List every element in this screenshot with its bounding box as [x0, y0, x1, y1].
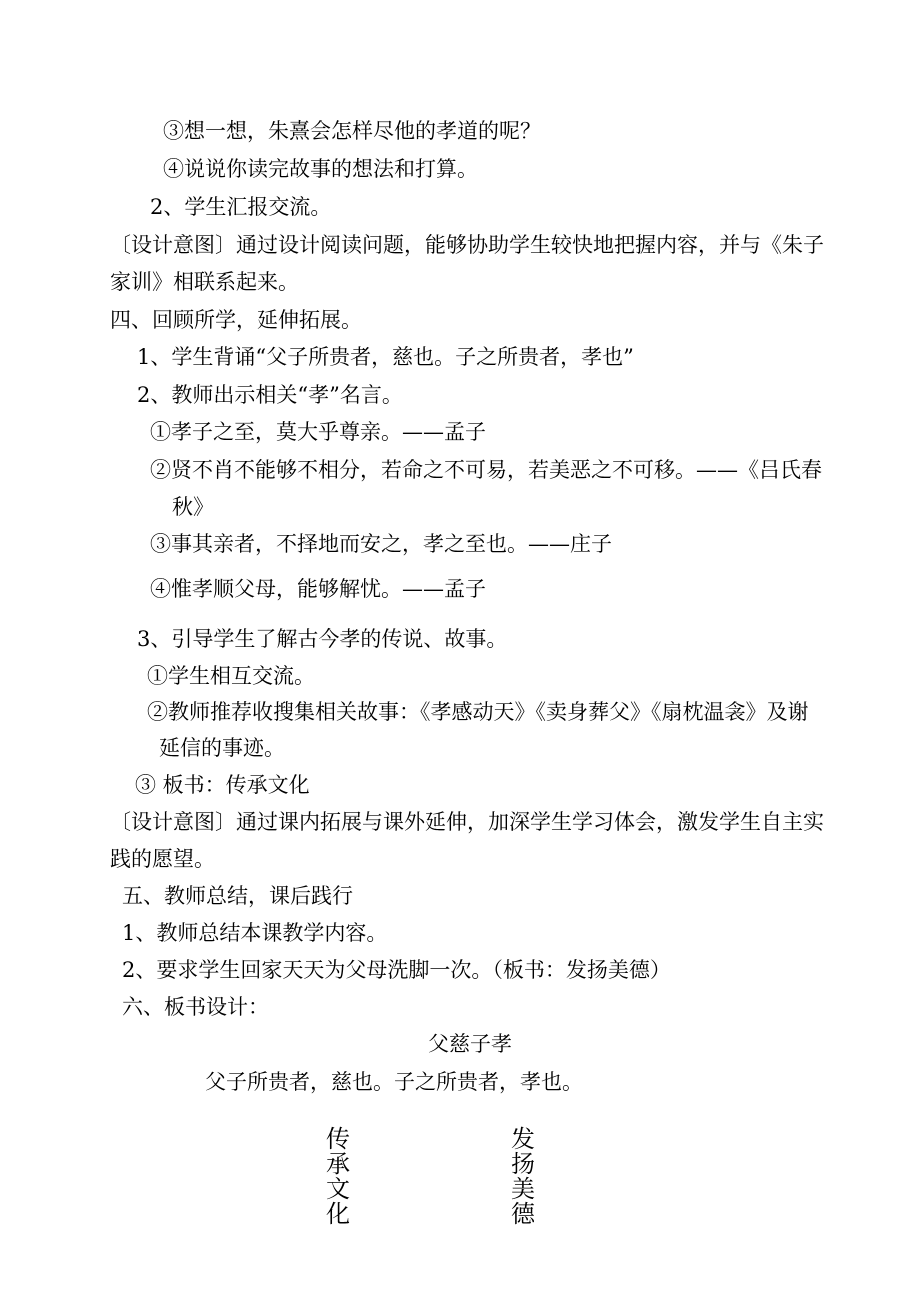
text-line: 践的愿望。 — [110, 847, 215, 871]
quote-line: 秋》 — [172, 495, 214, 519]
quote-line: ②贤不肖不能够不相分，若命之不可易，若美恶之不可移。——《吕氏春 — [150, 458, 822, 482]
text-line: 2、教师出示相关“孝”名言。 — [137, 383, 403, 407]
text-line: ②教师推荐收搜集相关故事：《孝感动天》《卖身葬父》《扇枕温衾》及谢 — [147, 700, 809, 724]
text-line: 1、教师总结本课教学内容。 — [122, 921, 388, 945]
design-intent-line: 〔设计意图〕通过设计阅读问题，能够协助学生较快地把握内容，并与《朱子 — [110, 233, 824, 257]
board-char: 化 — [326, 1200, 350, 1228]
text-line: 3、引导学生了解古今孝的传说、故事。 — [137, 627, 508, 651]
board-subtitle: 父子所贵者，慈也。子之所贵者，孝也。 — [205, 1070, 583, 1094]
text-line: 2、要求学生回家天天为父母洗脚一次。（板书：发扬美德） — [122, 958, 671, 982]
board-title: 父慈子孝 — [428, 1032, 512, 1056]
text-line: ③想一想，朱熹会怎样尽他的孝道的呢？ — [163, 119, 541, 143]
text-line: ④说说你读完故事的想法和打算。 — [163, 157, 478, 181]
quote-line: ①孝子之至，莫大乎尊亲。——孟子 — [150, 420, 486, 444]
section-heading: 五、教师总结，课后践行 — [122, 884, 353, 908]
section-heading: 六、板书设计： — [122, 995, 269, 1019]
quote-line: ③事其亲者，不择地而安之，孝之至也。——庄子 — [150, 532, 612, 556]
board-char: 德 — [511, 1200, 535, 1228]
board-char: 扬 — [511, 1150, 535, 1178]
text-line: 延信的事迹。 — [159, 736, 285, 760]
board-left-column — [323, 1127, 353, 1227]
board-right-column — [508, 1127, 538, 1227]
board-char: 发 — [511, 1125, 535, 1153]
design-intent-line: 〔设计意图〕通过课内拓展与课外延伸，加深学生学习体会，激发学生自主实 — [110, 810, 824, 834]
board-char: 传 — [326, 1125, 350, 1153]
text-line: 2、学生汇报交流。 — [150, 195, 332, 219]
section-heading: 四、回顾所学，延伸拓展。 — [110, 308, 362, 332]
board-char: 文 — [326, 1175, 350, 1203]
text-line: 家训》相联系起来。 — [110, 270, 299, 294]
text-line: ①学生相互交流。 — [147, 664, 315, 688]
board-char: 承 — [326, 1150, 350, 1178]
quote-line: ④惟孝顺父母，能够解忧。——孟子 — [150, 577, 486, 601]
board-char: 美 — [511, 1175, 535, 1203]
text-line: ③ 板书：传承文化 — [135, 773, 310, 797]
text-line: 1、学生背诵“父子所贵者，慈也。子之所贵者，孝也” — [137, 345, 634, 369]
